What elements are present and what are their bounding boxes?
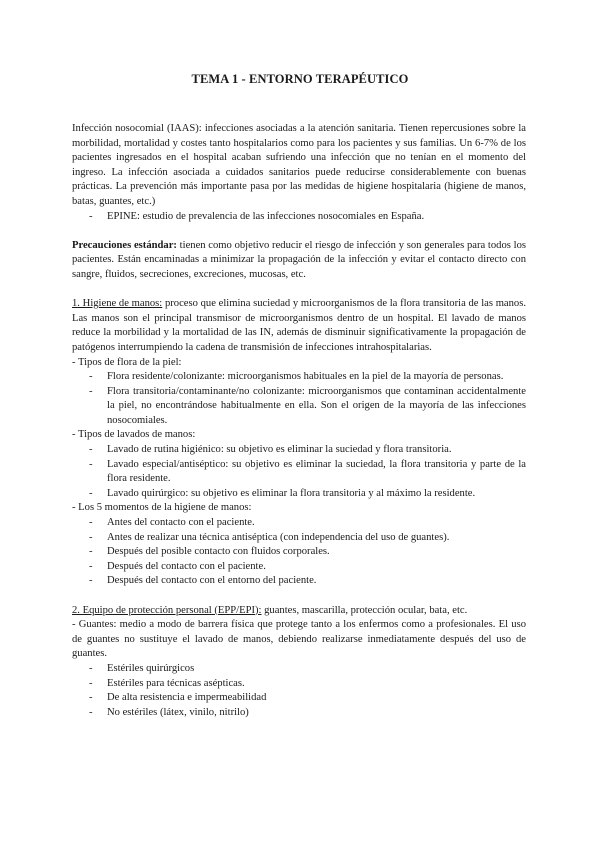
gloves-paragraph: - Guantes: medio a modo de barrera física que protege tanto a los enfermos como a profesionales. El uso de guantes no sustituye el lavado de manos, debiendo realizarse inmediatamente después del uso de guantes. — [72, 619, 526, 660]
glove-types-list — [72, 662, 526, 720]
list-item: - Antes de realizar una técnica antiséptica (con independencia del uso de guantes). — [72, 531, 526, 546]
list-item: - Lavado quirúrgico: su objetivo es eliminar la flora transitoria y al máximo la residente. — [72, 487, 526, 502]
section2-text: guantes, mascarilla, protección ocular, bata, etc. — [261, 604, 468, 616]
list-item: - Estériles para técnicas asépticas. — [72, 677, 526, 692]
list-item: - Antes del contacto con el paciente. — [72, 516, 526, 531]
list-item: - Después del contacto con el entorno del paciente. — [72, 574, 526, 589]
section1-text: proceso que elimina suciedad y microorganismos de la flora transitoria de las manos. Las manos son el principal transmisor de microorganismos dentro de un hospital. El lavado de manos reduce la morbilidad y la mortalidad de las IN, además de disminuir significativamente la propagación de patógenos interrumpiendo la cadena de transmisión de infecciones intrahospitalarias. — [72, 298, 526, 353]
section1-heading: 1. Higiene de manos: — [72, 298, 163, 310]
wash-list — [72, 443, 526, 501]
section2-paragraph — [72, 604, 526, 619]
flora-header: - Tipos de flora de la piel: — [72, 356, 182, 368]
document-title: TEMA 1 - ENTORNO TERAPÉUTICO — [191, 72, 409, 86]
flora-list — [72, 370, 526, 428]
moments-header: - Los 5 momentos de la higiene de manos: — [72, 502, 252, 514]
section1-paragraph — [72, 297, 526, 355]
moments-list — [72, 516, 526, 589]
intro-paragraph: Infección nosocomial (IAAS): infecciones asociadas a la atención sanitaria. Tienen repercusiones sobre la morbilidad, mortalidad y costes tanto hospitalarios como para los pacientes y sus familias. Un 6-7% de los pacientes ingresados en el hospital acaban sufriendo una infección que no tenían en el momento del ingreso. La infección asociada a cuidados sanitarios puede reducirse considerablemente con buenas prácticas. La prevención más importante pasa por las medidas de higiene hospitalaria (higiene de manos, batas, guantes, etc.) — [72, 123, 526, 207]
precautions-label: Precauciones estándar: — [72, 239, 177, 251]
list-item: - Estériles quirúrgicos — [72, 662, 526, 677]
precautions-paragraph — [72, 239, 526, 283]
document-body — [72, 122, 526, 720]
list-item: - Después del posible contacto con fluidos corporales. — [72, 545, 526, 560]
wash-header: - Tipos de lavados de manos: — [72, 429, 196, 441]
precautions-text: tienen como objetivo reducir el riesgo de infección y son generales para todos los pacientes. Están encaminadas a minimizar la propagación de la infección y evitar el contacto directo con sangre, fluidos, secreciones, excreciones, mucosas, etc. — [72, 239, 526, 280]
list-item: - Flora residente/colonizante: microorganismos habituales en la piel de la mayoría de personas. — [72, 370, 526, 385]
list-item: - Lavado de rutina higiénico: su objetivo es eliminar la suciedad y flora transitoria. — [72, 443, 526, 458]
section2-heading: 2. Equipo de protección personal (EPP/EPI): — [72, 604, 262, 616]
list-item: - Flora transitoria/contaminante/no colonizante: microorganismos que contaminan accidentalmente la piel, no encontrándose habitualmente en ella. Son el origen de la mayoría de las infecciones nosocomiales. — [72, 385, 526, 429]
list-item: - Después del contacto con el paciente. — [72, 560, 526, 575]
list-item: - Lavado especial/antiséptico: su objetivo es eliminar la suciedad, la flora transitoria y parte de la flora residente. — [72, 458, 526, 487]
list-item: - EPINE: estudio de prevalencia de las infecciones nosocomiales en España. — [72, 210, 526, 225]
intro-list — [72, 210, 526, 225]
list-item: - De alta resistencia e impermeabilidad — [72, 691, 526, 706]
list-item: - No estériles (látex, vinilo, nitrilo) — [72, 706, 526, 721]
